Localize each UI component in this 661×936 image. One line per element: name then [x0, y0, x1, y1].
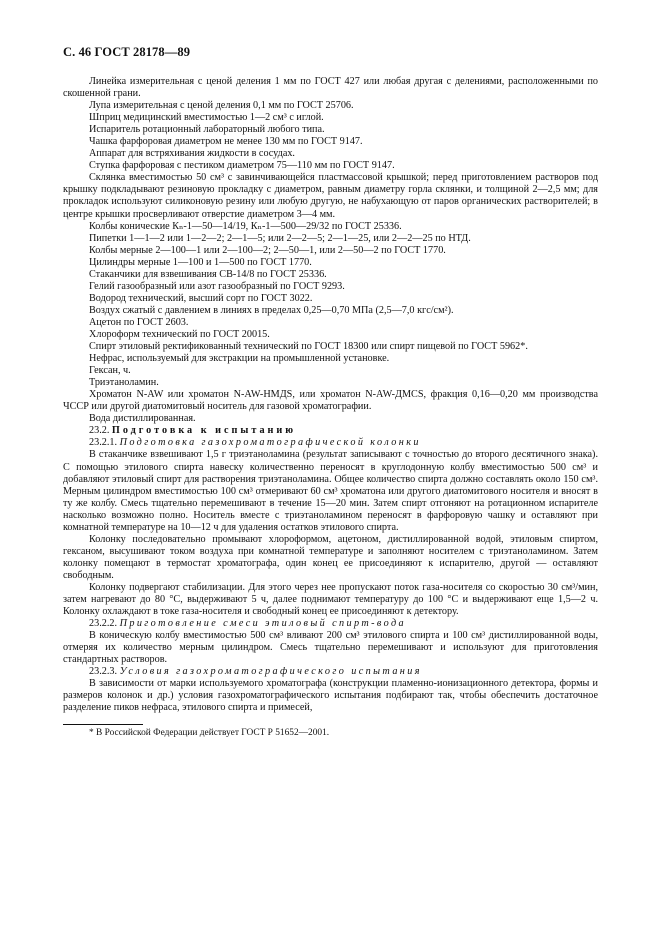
section-heading-23-2	[63, 425, 598, 437]
section-title: Условия газохроматографического испытания	[119, 666, 422, 678]
paragraph: Стаканчики для взвешивания СВ-14/8 по ГОСТ 25336.	[89, 268, 327, 280]
paragraph: Хроматон N-AW или хроматон N-AW-HМДS, или хроматон N-AW-ДМСS, фракция 0,16—0,20 мм производства ЧССР или другой диатомитовый носитель для газовой хроматографии.	[63, 389, 598, 413]
paragraph: Ацетон по ГОСТ 2603.	[89, 316, 189, 328]
section-number: 23.2.1.	[89, 437, 118, 449]
section-number: 23.2.	[89, 425, 110, 437]
paragraph: Лупа измерительная с ценой деления 0,1 мм по ГОСТ 25706.	[89, 100, 354, 112]
paragraph: Водород технический, высший сорт по ГОСТ 3022.	[89, 292, 313, 304]
section-heading-23-2-1	[63, 437, 598, 449]
paragraph: Гелий газообразный или азот газообразный по ГОСТ 9293.	[89, 280, 345, 292]
paragraph: Воздух сжатый с давлением в линиях в пределах 0,25—0,70 МПа (2,5—7,0 кгс/см²).	[89, 304, 454, 316]
section-heading-23-2-3	[63, 666, 598, 678]
footnote: * В Российской Федерации действует ГОСТ Р 51652—2001.	[89, 728, 330, 739]
section-heading-23-2-2	[63, 618, 598, 630]
section-title: Приготовление смеси этиловый спирт-вода	[119, 618, 406, 630]
paragraph: Вода дистиллированная.	[89, 413, 196, 425]
paragraph: Триэтаноламин.	[89, 377, 159, 389]
paragraph: Испаритель ротационный лабораторный любого типа.	[89, 124, 325, 136]
section-title: Подготовка газохроматографической колонки	[119, 437, 421, 449]
paragraph: Колбы конические Кₙ-1—50—14/19, Кₙ-1—500—29/32 по ГОСТ 25336.	[89, 220, 402, 232]
section-number: 23.2.2.	[89, 618, 118, 630]
paragraph: Колонку последовательно промывают хлороформом, ацетоном, дистиллированной водой, этиловым спиртом, гексаном, высушивают током воздуха при комнатной температуре и заполняют носителем с триэтаноламином. Затем колонку помещают в термостат хроматографа, один конец ее присоединяют к испарителю, другой — оставляют свободным.	[63, 533, 598, 581]
paragraph: Пипетки 1—1—2 или 1—2—2; 2—1—5; или 2—2—5; 2—1—25, или 2—2—25 по НТД.	[89, 232, 471, 244]
paragraph: В стаканчике взвешивают 1,5 г триэтаноламина (результат записывают с точностью до второго десятичного знака). С помощью этилового спирта навеску количественно переносят в круглодонную колбу вместимостью 500 см³ и добавляют этиловый спирт для растворения триэтаноламина. Общее количество спирта должно составлять около 150 см³. Мерным цилиндром вместимостью 100 см³ отмеривают 60 см³ хроматона или другого диатомитового носителя и вносят в ту же колбу. Смесь тщательно перемешивают в течение 15—20 мин. Затем спирт отгоняют на ротационном испарителе насколько возможно полно. Носитель вместе с триэтаноламином переносят в фарфоровую чашку и оставляют при комнатной температуре на 10—12 ч для удаления остатков этилового спирта.	[63, 449, 598, 533]
paragraph: Колбы мерные 2—100—1 или 2—100—2; 2—50—1, или 2—50—2 по ГОСТ 1770.	[89, 244, 446, 256]
paragraph: Хлороформ технический по ГОСТ 20015.	[89, 328, 270, 340]
paragraph: Шприц медицинский вместимостью 1—2 см³ с иглой.	[89, 112, 324, 124]
paragraph: Цилиндры мерные 1—100 и 1—500 по ГОСТ 1770.	[89, 256, 312, 268]
section-number: 23.2.3.	[89, 666, 118, 678]
document-page	[63, 45, 598, 739]
paragraph: Линейка измерительная с ценой деления 1 мм по ГОСТ 427 или любая другая с делениями, расположенными по скошенной грани.	[63, 76, 598, 100]
paragraph: Нефрас, используемый для экстракции на промышленной установке.	[89, 353, 390, 365]
paragraph: Чашка фарфоровая диаметром не менее 130 мм по ГОСТ 9147.	[89, 136, 363, 148]
paragraph: В зависимости от марки используемого хроматографа (конструкции пламенно-ионизационного детектора, формы и размеров колонок и др.) условия газохроматографического испытания подбирают так, чтобы обеспечить достаточное разделение пиков нефраса, этилового спирта и примесей,	[63, 678, 598, 714]
paragraph: Гексан, ч.	[89, 365, 131, 377]
paragraph: Ступка фарфоровая с пестиком диаметром 75—110 мм по ГОСТ 9147.	[89, 160, 395, 172]
document-body	[63, 76, 598, 739]
paragraph: Колонку подвергают стабилизации. Для этого через нее пропускают поток газа-носителя со скоростью 30 см³/мин, затем нагревают до 80 °С, выдерживают 5 ч, далее поднимают температуру до 100 °С и выдерживают еще 1,5—2 ч. Колонку охлаждают в токе газа-носителя и свободный конец ее присоединяют к детектору.	[63, 581, 598, 618]
section-title: Подготовка к испытанию	[111, 425, 297, 437]
paragraph: Склянка вместимостью 50 см³ с завинчивающейся пластмассовой крышкой; перед приготовлением растворов под крышку подкладывают резиновую прокладку с диаметром, равным диаметру горла склянки, и толщиной 2—2,5 мм; для прокладок используют силиконовую резину или любую другую, не набухающую от паров органических растворителей; в центре крышки просверливают отверстие диаметром 3—4 мм.	[63, 172, 598, 220]
paragraph: Аппарат для встряхивания жидкости в сосудах.	[89, 148, 295, 160]
page-header: С. 46 ГОСТ 28178—89	[63, 45, 191, 59]
footnote-divider	[63, 724, 143, 725]
paragraph: Спирт этиловый ректификованный технический по ГОСТ 18300 или спирт пищевой по ГОСТ 5962*.	[89, 341, 528, 353]
paragraph: В коническую колбу вместимостью 500 см³ вливают 200 см³ этилового спирта и 100 см³ дистиллированной воды, отмеряя их количество мерным цилиндром. Смесь тщательно перемешивают и используют для приготовления стандартных растворов.	[63, 630, 598, 666]
